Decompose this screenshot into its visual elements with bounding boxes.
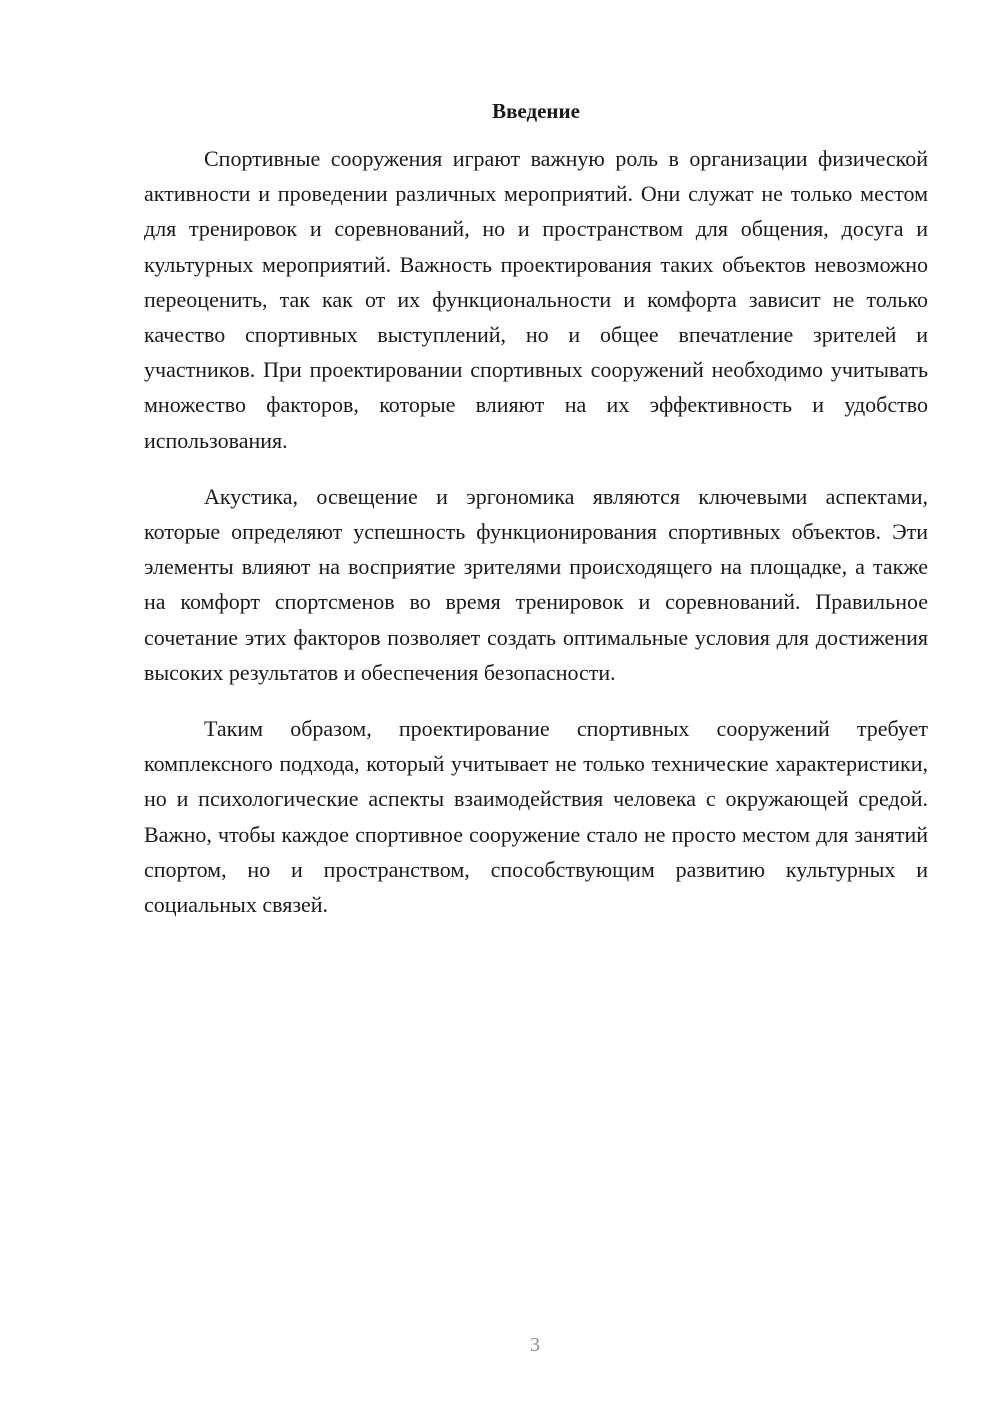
page-content — [144, 94, 928, 943]
section-heading: Введение — [492, 99, 580, 123]
paragraph-2: Акустика, освещение и эргономика являются ключевыми аспектами, которые определяют успешность функционирования спортивных объектов. Эти элементы влияют на восприятие зрителями происходящего на площадке, а также на комфорт спортсменов во время тренировок и соревнований. Правильное сочетание этих факторов позволяет создать оптимальные условия для достижения высоких результатов и обеспечения безопасности. — [144, 483, 928, 685]
page-number: 3 — [530, 1334, 540, 1356]
paragraph-3: Таким образом, проектирование спортивных сооружений требует комплексного подхода, который учитывает не только технические характеристики, но и психологические аспекты взаимодействия человека с окружающей средой. Важно, чтобы каждое спортивное сооружение стало не просто местом для занятий спортом, но и пространством, способствующим развитию культурных и социальных связей. — [144, 716, 928, 918]
paragraph-1: Спортивные сооружения играют важную роль в организации физической активности и проведении различных мероприятий. Они служат не только местом для тренировок и соревнований, но и пространством для общения, досуга и культурных мероприятий. Важность проектирования таких объектов невозможно переоценить, так как от их функциональности и комфорта зависит не только качество спортивных выступлений, но и общее впечатление зрителей и участников. При проектировании спортивных сооружений необходимо учитывать множество факторов, которые влияют на их эффективность и удобство использования. — [144, 146, 928, 453]
